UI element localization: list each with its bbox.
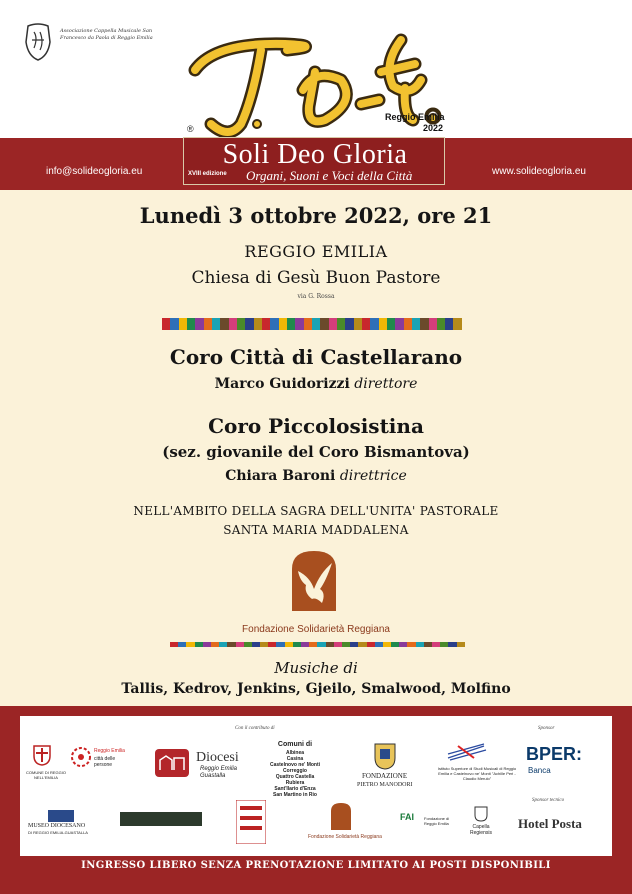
director-1-name: Marco Guidorizzi (214, 376, 350, 392)
stripe-segment (329, 318, 337, 330)
stripe-segment (370, 318, 378, 330)
stripe-segment (270, 318, 278, 330)
foundation-small-icon (330, 802, 352, 830)
director-2-role: direttrice (339, 468, 407, 484)
website-link[interactable]: www.solideogloria.eu (492, 166, 586, 177)
stripe-segment (334, 642, 342, 647)
event-date: Lunedì 3 ottobre 2022, ore 21 (139, 203, 493, 228)
stripe-segment (362, 318, 370, 330)
stripe-segment (276, 642, 284, 647)
color-stripe-divider (162, 318, 462, 330)
stripe-segment (440, 642, 448, 647)
event-venue: Chiesa di Gesù Buon Pastore (191, 268, 441, 288)
stripe-segment (317, 642, 325, 647)
stripe-segment (345, 318, 353, 330)
event-street: via G. Rossa (297, 293, 335, 300)
stripe-segment (312, 318, 320, 330)
stripe-segment (350, 642, 358, 647)
contrib-label: Con il contributo di (235, 726, 275, 731)
choir-2-director (0, 468, 632, 484)
stripe-segment (236, 642, 244, 647)
stripe-segment (195, 642, 203, 647)
diocesi-sub-1: Reggio Emilia (200, 766, 238, 772)
stripe-segment (445, 318, 453, 330)
stripe-segment (424, 642, 432, 647)
context-line-2: SANTA MARIA MADDALENA (223, 523, 409, 537)
stripe-segment (170, 642, 178, 647)
stripe-segment (412, 318, 420, 330)
foundation-small-name-a: Fondazione (308, 834, 335, 840)
stripe-segment (293, 642, 301, 647)
stripe-segment (220, 318, 228, 330)
stripe-segment (244, 642, 252, 647)
event-city: REGGIO EMILIA (244, 242, 388, 261)
comune-label: COMUNE DI REGGIO NELL'EMILIA (26, 770, 67, 780)
stripe-segment (162, 318, 170, 330)
edition-label: XVIII edizione (188, 171, 227, 177)
foundation-name-b: Solidarietà Reggiana (297, 624, 390, 635)
stripe-segment (212, 318, 220, 330)
stripe-segment (375, 642, 383, 647)
foundation-name (0, 624, 632, 635)
reggio-city-name: Reggio Emilia (94, 748, 125, 754)
program-composers: Tallis, Kedrov, Jenkins, Gjeilo, Smalwood, Molfino (121, 681, 511, 697)
context-line-1: NELL'AMBITO DELLA SAGRA DELL'UNITA' PASTORALE (133, 504, 499, 518)
stripe-segment (262, 318, 270, 330)
museo-icon (48, 810, 74, 822)
choir-2-name: Coro Piccolosistina (208, 414, 424, 438)
stripe-segment (391, 642, 399, 647)
stripe-segment (457, 642, 465, 647)
stripe-segment (203, 642, 211, 647)
stripe-segment (204, 318, 212, 330)
bper-sub: Banca (528, 766, 551, 775)
association-block (22, 22, 160, 62)
reggio-city-sub: città delle persone (94, 756, 116, 768)
reggio-city-icon (70, 746, 92, 768)
stripe-segment (195, 318, 203, 330)
comuni-list: Albinea Casina Castelnovo ne' Monti Correggio Quattro Castella Rubiera Sant'Ilario d'Enza San Martino in Rio (269, 750, 321, 798)
stripe-segment (179, 318, 187, 330)
foundation-dove-icon (290, 549, 338, 611)
choir-1-director (0, 376, 632, 392)
signature-logo (175, 28, 445, 146)
choir-2-note: (sez. giovanile del Coro Bismantova) (162, 443, 470, 461)
stripe-segment (252, 642, 260, 647)
stripe-segment (337, 318, 345, 330)
fai-logo: FAI (400, 812, 415, 822)
program-heading: Musiche di (274, 659, 358, 677)
stripe-segment (432, 642, 440, 647)
diocesi-sub-2: Guastalla (200, 773, 226, 779)
director-2-name: Chiara Baroni (225, 468, 336, 484)
istituto-music-icon (444, 742, 488, 762)
diocesi-emblem-icon (154, 748, 190, 778)
stripe-segment (437, 318, 445, 330)
stripe-segment (342, 642, 350, 647)
stripe-segment (227, 642, 235, 647)
festival-logo (183, 137, 445, 185)
stripe-segment (304, 318, 312, 330)
stripe-segment (367, 642, 375, 647)
stripe-segment (379, 318, 387, 330)
museo-sub: DI REGGIO EMILIA-GUASTALLA (28, 830, 88, 835)
diocesi-name: Diocesi (196, 750, 239, 765)
free-entry-notice: INGRESSO LIBERO SENZA PRENOTAZIONE LIMITATO AI POSTI DISPONIBILI (81, 860, 551, 871)
stripe-segment (453, 318, 461, 330)
stripe-segment (237, 318, 245, 330)
tech-sponsor-label: Sponsor tecnico (532, 798, 565, 803)
director-1-role: direttore (354, 376, 418, 392)
stripe-segment (354, 318, 362, 330)
association-name: Associazione Cappella Musicale San Francesco da Paola di Reggio Emilia (60, 28, 153, 41)
stripe-segment (187, 318, 195, 330)
stripe-segment (309, 642, 317, 647)
stripe-segment (407, 642, 415, 647)
sponsors-panel (20, 716, 612, 856)
registered-mark: ® (187, 124, 194, 134)
stripe-segment (404, 318, 412, 330)
stripe-segment (320, 318, 328, 330)
manodori-name-2: PIETRO MANODORI (357, 782, 413, 788)
festival-name: Soli Deo Gloria (222, 139, 408, 170)
capella-name: Capella Regiensis (470, 824, 492, 836)
stripe-segment (245, 318, 253, 330)
istituto-name: Istituto Superiore di Studi Musicali di Reggio Emilia e Castelnovo ne' Monti "Achille Peri - Claudio Merulo" (437, 766, 517, 781)
stripe-segment (268, 642, 276, 647)
hotel-posta-logo: Hotel Posta (518, 816, 582, 831)
stripe-segment (186, 642, 194, 647)
fond-re-name: Fondazione di Reggio Emilia (424, 816, 450, 826)
edition-year: 2022 (423, 123, 444, 133)
stripe-segment (416, 642, 424, 647)
stripe-segment (448, 642, 456, 647)
stripe-segment (295, 318, 303, 330)
stripe-segment (399, 642, 407, 647)
stripe-segment (178, 642, 186, 647)
edition-city: Reggio Emilia (385, 112, 445, 122)
stripe-segment (326, 642, 334, 647)
partner-banner-icon (120, 812, 202, 826)
stripe-segment (219, 642, 227, 647)
stripe-segment (254, 318, 262, 330)
foundation-name-a: Fondazione (242, 624, 295, 635)
comune-crest-icon (32, 744, 52, 766)
museo-name: MUSEO DIOCESANO (28, 823, 86, 829)
stripe-segment (170, 318, 178, 330)
stripe-segment (301, 642, 309, 647)
manodori-name-1: FONDAZIONE (362, 772, 408, 780)
sponsor-label: Sponsor (538, 726, 555, 731)
choir-1-name: Coro Città di Castellarano (169, 345, 463, 369)
stripe-segment (229, 318, 237, 330)
stripe-segment (287, 318, 295, 330)
stripe-segment (358, 642, 366, 647)
bper-logo: BPER: (526, 744, 583, 764)
stripe-segment (285, 642, 293, 647)
comuni-title: Comuni di (277, 741, 313, 748)
stripe-segment (211, 642, 219, 647)
foundation-small-name (308, 834, 382, 840)
foundation-small-name-b: Solidarietà Reggiana (335, 834, 382, 840)
stripe-segment (260, 642, 268, 647)
capella-crest-icon (474, 806, 488, 822)
stripe-segment (387, 318, 395, 330)
color-stripe-divider-small (170, 642, 465, 647)
email-link[interactable]: info@solideogloria.eu (46, 166, 143, 177)
stripe-segment (420, 318, 428, 330)
stripe-segment (395, 318, 403, 330)
aerco-logo-icon (236, 800, 266, 844)
stripe-segment (279, 318, 287, 330)
association-crest-icon (22, 22, 54, 62)
manodori-crest-icon (372, 742, 398, 770)
festival-tagline: Organi, Suoni e Voci della Città (246, 168, 413, 183)
stripe-segment (383, 642, 391, 647)
stripe-segment (429, 318, 437, 330)
